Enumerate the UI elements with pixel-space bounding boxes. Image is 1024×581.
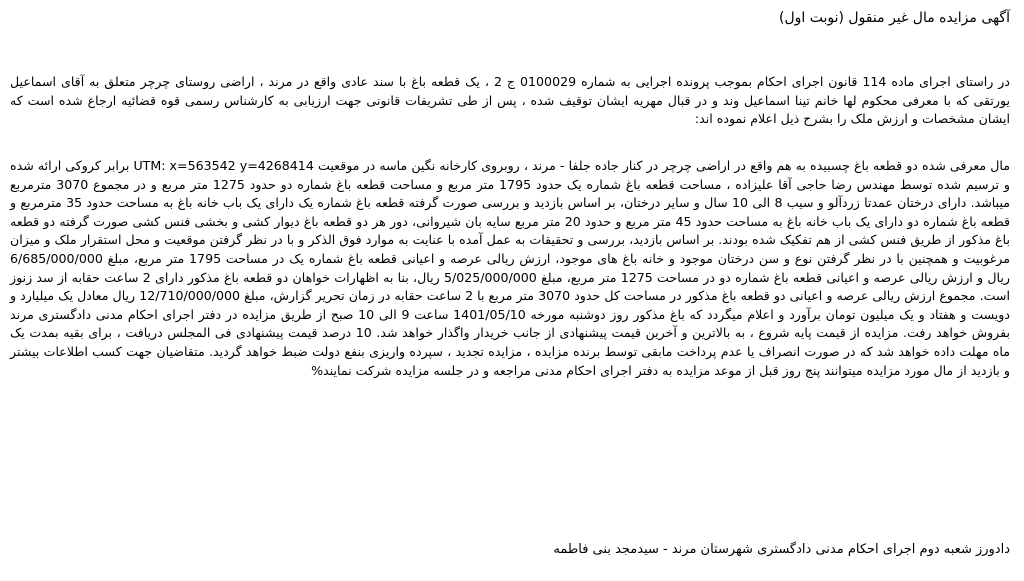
notice-title: آگهی مزایده مال غیر منقول (نوبت اول) <box>778 10 1010 26</box>
signature-line: دادورز شعبه دوم اجرای احکام مدنی دادگستری شهرستان مرند - سیدمجد بنی فاطمه <box>553 542 1010 557</box>
intro-paragraph: در راستای اجرای ماده 114 قانون اجرای احکام بموجب پرونده اجرایی به شماره 0100029 ج 2 ، یک قطعه باغ با سند عادی واقع در مرند ، اراضی روستای چرچر متعلق به آقای اسماعیل یورتقی که با معرفی محکوم لها خانم تینا اسماعیل وند و در قبال مهریه ایشان توقیف شده ، پس از طی تشریفات قانونی جهت ارزیابی به کارشناس رسمی قوه قضائیه ارجاع شده است که ایشان مشخصات و ارزش ملک را بشرح ذیل اعلام نموده اند: <box>10 74 1010 127</box>
property-description-paragraph: مال معرفی شده دو قطعه باغ چسبیده به هم واقع در اراضی چرچر در کنار جاده جلفا - مرند ، روبروی کارخانه نگین ماسه در موقعیت UTM: x=563542 y=4268414 برابر کروکی ارائه شده و ترسیم شده توسط مهندس رضا حاجی آقا علیزاده ، مساحت قطعه باغ شماره یک حدود 1795 متر مربع و مساحت قطعه باغ شماره دو حدود 1275 متر مربع و در مجموع 3070 مترمربع میباشد. دارای درختان عمدتا زردآلو و سیب 8 الی 10 سال و سایر درختان، بر اساس بازدید و بررسی صورت گرفته قطعه باغ شماره یک دارای یک باب خانه باغ به مساحت حدود 35 مترمربع و قطعه باغ شماره دو دارای یک باب خانه باغ به مساحت حدود 45 متر مربع و حدود 20 متر مربع سایه بان شیروانی، دور هر دو قطعه باغ دیوار کشی و بخشی فنس کشی صورت گرفته دو قطعه باغ مذکور از طریق فنس کشی از هم تفکیک شده بودند. بر اساس بازدید، بررسی و تحقیقات به عمل آمده با عنایت به موارد فوق الذکر و با در نظر گرفتن موقعیت و محل استقرار ملک و میزان مرغوبیت و همچنین با در نظر گرفتن نوع و سن درختان موجود و خانه باغ های موجود، ارزش ریالی عرصه و اعیانی قطعه باغ شماره یک در مساحت 1795 متر مربع، مبلغ 6/685/000/000 ریال و ارزش ریالی عرصه و اعیانی قطعه باغ شماره دو در مساحت 1275 متر مربع، مبلغ 5/025/000/000 ریال، بنا به اظهارات خواهان دو قطعه باغ مذکور دارای 2 ساعت حقابه از سد زنوز است. مجموع ارزش ریالی عرصه و اعیانی دو قطعه باغ مذکور در مساحت کل حدود 3070 متر مربع با 2 ساعت حقابه در زمان تحریر گزارش، مبلغ 12/710/000/000 ریال معادل یک میلیارد و دویست و هفتاد و یک میلیون تومان برآورد و اعلام میگردد که باغ مذکور روز دوشنبه مورخه 1401/05/10 ساعت 9 الی 10 صبح از طریق مزایده در دفتر اجرای احکام مدنی دادگستری مرند بفروش خواهد رفت. مزایده از قیمت پایه شروع ، به بالاترین و آخرین قیمت پیشنهادی از جانب خریدار واگذار خواهد شد. 10 درصد قیمت پیشنهادی فی المجلس دریافت ، برای بقیه بمدت یک ماه مهلت داده خواهد شد که در صورت انصراف یا عدم پرداخت مابقی توسط برنده مزایده ، مزایده تجدید ، سپرده واریزی بنفع دولت ضبط خواهد گردید. متقاضیان جهت کسب اطلاعات بیشتر و بازدید از مال مورد مزایده میتوانند پنج روز قبل از موعد مزایده به دفتر اجرای احکام مدنی مراجعه و در جلسه مزایده شرکت نمایند% <box>10 158 1011 378</box>
